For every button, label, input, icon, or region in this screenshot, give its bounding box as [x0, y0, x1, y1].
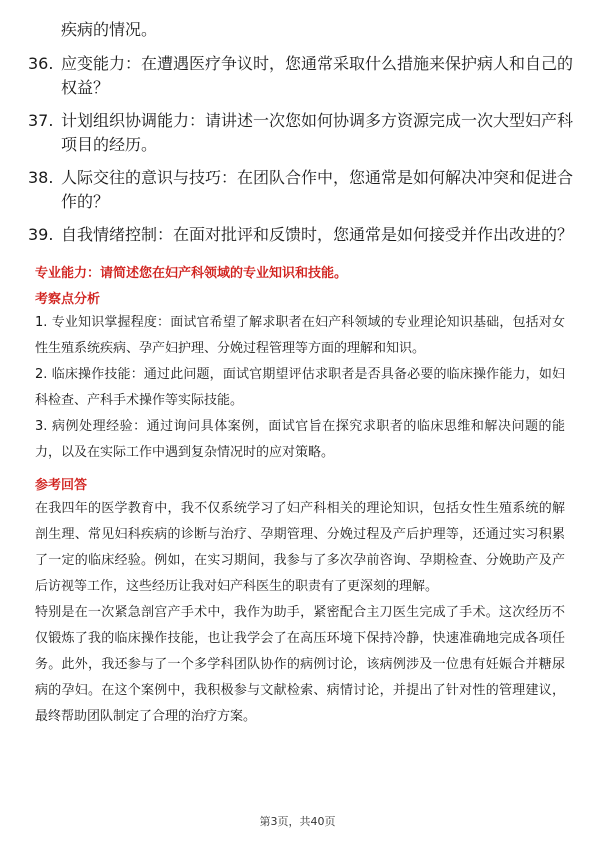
question-item — [28, 52, 573, 100]
answer-paragraph: 在我四年的医学教育中，我不仅系统学习了妇产科相关的理论知识，包括女性生殖系统的解剖生理、常见妇科疾病的诊断与治疗、孕期管理、分娩过程及产后护理等，还通过实习积累了一定的临床经验。例如，在实习期间，我参与了多次孕前咨询、孕期检查、分娩助产及产后访视等工作，这些经历让我对妇产科医生的职责有了更深刻的理解。 — [35, 501, 565, 594]
analysis-point: 3. 病例处理经验：通过询问具体案例，面试官旨在探究求职者的临床思维和解决问题的能力，以及在实际工作中遇到复杂情况时的应对策略。 — [35, 419, 565, 460]
section-heading: 专业能力：请简述您在妇产科领域的专业知识和技能。 — [35, 266, 348, 281]
analysis-point: 2. 临床操作技能：通过此问题，面试官期望评估求职者是否具备必要的临床操作能力，如妇科检查、产科手术操作等实际技能。 — [35, 367, 565, 408]
answer-paragraph: 特别是在一次紧急剖宫产手术中，我作为助手，紧密配合主刀医生完成了手术。这次经历不仅锻炼了我的临床操作技能，也让我学会了在高压环境下保持冷静，快速准确地完成各项任务。此外，我还参与了一个多学科团队协作的病例讨论，该病例涉及一位患有妊娠合并糖尿病的孕妇。在这个案例中，我积极参与文献检索、病情讨论，并提出了针对性的管理建议，最终帮助团队制定了合理的治疗方案。 — [35, 605, 565, 724]
question-item — [28, 223, 573, 247]
question-number: 36. — [28, 54, 54, 73]
question-continuation: 疾病的情况。 — [61, 20, 158, 39]
page-footer: 第3页，共40页 — [259, 815, 336, 828]
analysis-point: 1. 专业知识掌握程度：面试官希望了解求职者在妇产科领域的专业理论知识基础，包括对女性生殖系统疾病、孕产妇护理、分娩过程管理等方面的理解和知识。 — [35, 315, 565, 356]
question-text: 人际交往的意识与技巧：在团队合作中，您通常是如何解决冲突和促进合作的？ — [61, 168, 574, 211]
question-item — [28, 166, 573, 214]
question-text: 自我情绪控制：在面对批评和反馈时，您通常是如何接受并作出改进的？ — [61, 225, 574, 244]
question-number: 39. — [28, 225, 54, 244]
question-text: 应变能力：在遭遇医疗争议时，您通常采取什么措施来保护病人和自己的权益？ — [61, 54, 574, 97]
question-item — [28, 109, 573, 157]
question-number: 38. — [28, 168, 54, 187]
question-list — [28, 18, 573, 256]
answer-section — [35, 264, 565, 730]
analysis-label: 考察点分析 — [35, 292, 101, 307]
answer-label: 参考回答 — [35, 478, 88, 493]
question-text: 计划组织协调能力：请讲述一次您如何协调多方资源完成一次大型妇产科项目的经历。 — [61, 111, 574, 154]
question-number: 37. — [28, 111, 54, 130]
